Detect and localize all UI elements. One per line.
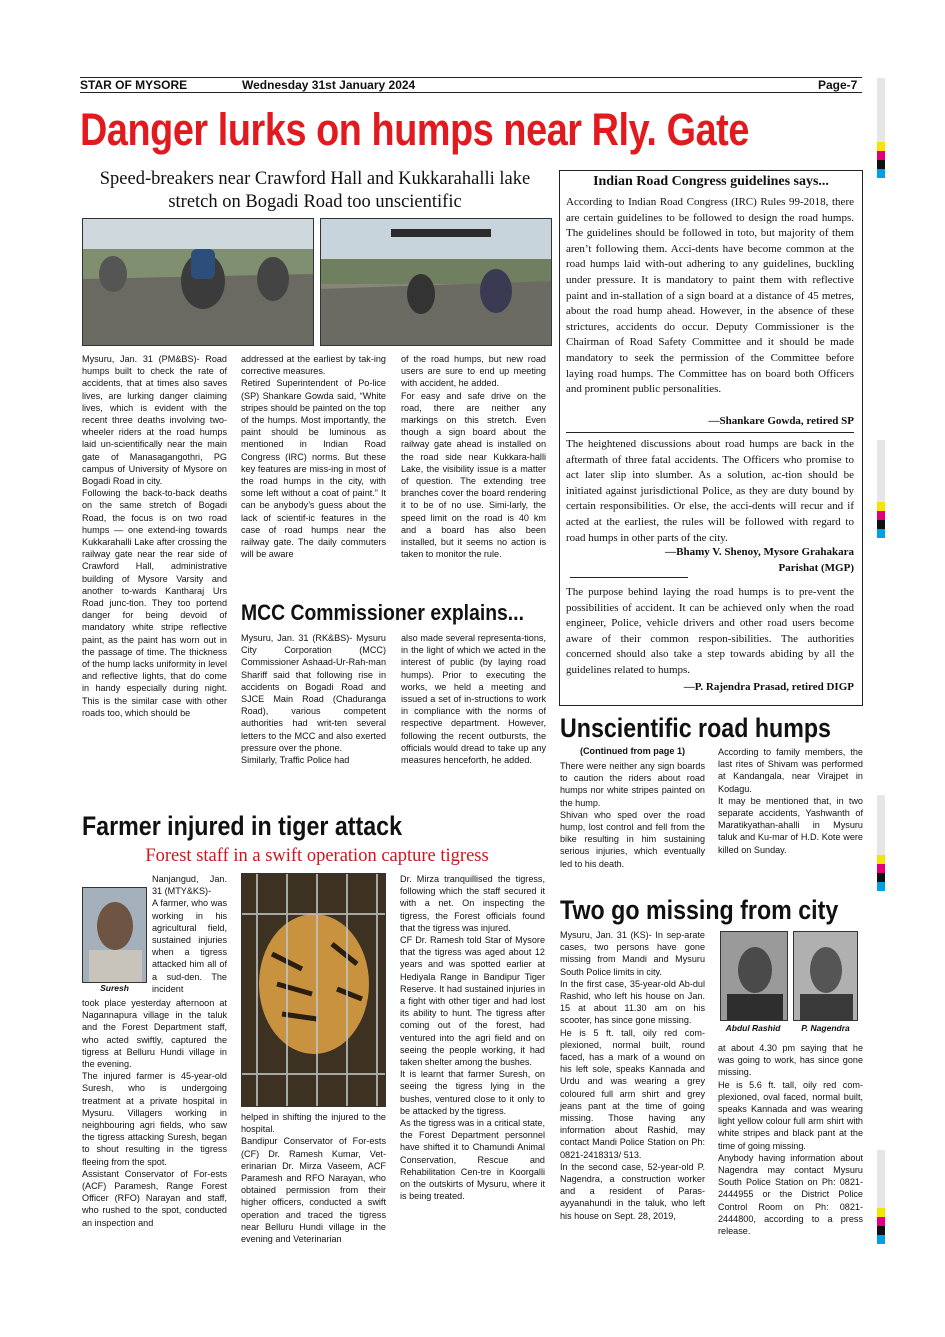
unscientific-col-1: There were neither any sign boards to caution the riders about road humps nor white stripes painted on the hump. Shivan who sped over the road hump, lost control and fell from the bike resulting in him sustaining serious injuries, which eventually led to his death. [560, 761, 705, 869]
tiger-col-1: took place yesterday afternoon at Nagannapura village in the taluk and the Forest Department staff, who acted swiftly, captured the tigress at Belluru Hundi village in the evening. The injured farmer is 45-year-old Suresh, who is undergoing treatment at a private hospital in Mysuru. Villagers working in neighbouring agri fields, who saw the tigress attacking Suresh, began to shout resulting in the tigress fleeing from the spot. Assistant Conservator of For-ests (ACF) Paramesh, Range Forest Officer (RFO) Narayan and staff, who rushed to the spot, conducted an inspection and [82, 998, 227, 1228]
irc-para-1: According to Indian Road Congress (IRC) Rules 99-2018, there are certain guidelines to be followed to design the road humps. The guidelines should be followed in toto, but majority of them aren’t following them. Acci-dents have become common at the road humps laid with-out adhering to any guidelines, buckling under pressure. It is mandatory to paint them with reflective paint and in-stallation of a sign board at a distance of 45 metres, about the road hump ahead. However, in the absence of these strictures, accidents do occur. Deputy Commissioner is the Chairman of Road Safety Committee and it should be made mandatory to seek the permission of the Committee before laying road humps. The Committee has on board both Officers and prominent public personalities. [566, 196, 854, 396]
p-nagendra-caption: P. Nagendra [801, 1023, 850, 1033]
lead-headline: Danger lurks on humps near Rly. Gate [80, 104, 749, 155]
issue-date: Wednesday 31st January 2024 [242, 78, 416, 92]
tiger-col-1-wrap: Nanjangud, Jan. 31 (MTY&KS)- A farmer, who was working in his agricultural field, sustained injuries when a tigress attacked him all of a sud-den. The incident [152, 874, 227, 994]
irc-para-3: The purpose behind laying the road humps is to pre-vent the possibilities of accident. It can be achieved only when the road engineer, Police, vehicle drivers and other road users become aware of their common respon-sibilities. The authorities concerned should also take a step towards abiding by all the guidelines related to humps. [566, 586, 854, 676]
suresh-photo [82, 887, 147, 983]
lead-photo-left [82, 218, 314, 346]
masthead-rule-bottom [80, 92, 862, 93]
irc-sign-1: —Shankare Gowda, retired SP [708, 415, 854, 427]
tiger-col-2: helped in shifting the injured to the hospital. Bandipur Conservator of For-ests (CF) Dr. Ramesh Kumar, Vet-erinarian Dr. Mirza Vaseem, ACF Paramesh and RFO Narayan, who obtained permission from their higher officers, conducted a swift operation and traced the tigress near Belluru Hundi village in the evening and Veterinarian [241, 1112, 386, 1245]
cmyk-strip-4 [877, 1208, 885, 1244]
suresh-caption: Suresh [100, 983, 129, 993]
mcc-col-2: also made several representa-tions, in the light of which we acted in the interest of public (by laying road humps). Prior to executing the works, we held a meeting and issued a set of in-structions to work in compliance with the norms of respective department. However, following the recent outbursts, the officials would dread to take up any measures henceforth, he added. [401, 633, 546, 766]
lead-col-1: Mysuru, Jan. 31 (PM&BS)- Road humps built to check the rate of accidents, that at times also saves lives, are lurking danger claiming lives, which is evident with the recent three deaths involving two-wheeler riders at the road humps laid un-scientifically near the main gate of Manasagangothri, PG campus of University of Mysore on Bogadi Road in city. Following the back-to-back deaths on the same stretch of Bogadi Road, the focus is on two road humps — one extend-ing towards Kukkarahalli Lake after crossing the railway gate near the rear side of Crawford Hall, administrative building of Mysore Varsity and another to-wards Kantharaj Urs Road junc-tion. They too portend danger for being devoid of mandatory white stripe reflective paint, as the paint has worn out in the passage of time. The thickness of the hump lacks uniformity in level and reflective lights, that do come in handy especially during night. This is the similar case with other roads too, which should be [82, 354, 227, 718]
continued-note: (Continued from page 1) [579, 746, 686, 756]
tiger-headline: Farmer injured in tiger attack [82, 811, 403, 841]
lead-subhead: Speed-breakers near Crawford Hall and Kukkarahalli lake stretch on Bogadi Road too unscientific [99, 169, 531, 212]
tiger-photo [241, 873, 386, 1107]
margin-grey-bar-2 [877, 440, 885, 502]
lead-col-2: addressed at the earliest by tak-ing corrective measures. Retired Superintendent of Po-lice (SP) Shankare Gowda said, “White stripes should be painted on the top of the humps. Most importantly, the paint should be luminous as mentioned in Indian Road Congress (IRC) norms. But these key features are miss-ing in most of the road humps in the city, with some left without a coat of paint.” It can be anybody’s guess about the lack of scientif-ic features in the case of road humps near the railway gate. The daily commuters will be aware [241, 354, 386, 560]
lead-col-3: of the road humps, but new road users are sure to end up meeting with accident, he added. For easy and safe drive on the road, there are neither any markings on this stretch. Even though a sign board about the railway gate ahead is installed on the road side near Kukkara-halli Lake, the visibility issue is a matter of question. The extending tree branches cover the board rendering it to be of no use. Simi-larly, the speed limit on the road is 40 km and a board has also been installed, but it seems no action is taken to monitor the rule. [401, 354, 546, 560]
missing-headline: Two go missing from city [560, 895, 839, 925]
irc-para-2: The heightened discussions about road humps are back in the aftermath of three fatal accidents. The Officers who promise to act later slip into slumber. As a solution, ac-tion should be initiated against jurisdictional Police, as they are duty bound by certain responsibilities. Or else, the acci-dents will recur and if acted at the earliest, the rules will be followed with regard to road humps in other parts of the city. [566, 438, 854, 544]
margin-grey-bar-4 [877, 1150, 885, 1208]
cmyk-strip-3 [877, 855, 885, 891]
page-number: Page-7 [818, 78, 858, 92]
unscientific-col-2: According to family members, the last rites of Shivam was performed at Kandangala, near Virajpet in Kodagu. It may be mentioned that, in two separate accidents, Yashwanth of Maratikyathan-ahalli in Mysuru taluk and Ku-mar of H.D. Kote were killed on Sunday. [718, 747, 863, 855]
lead-photo-right [320, 218, 552, 346]
p-nagendra-photo [793, 931, 858, 1021]
cmyk-strip-1 [877, 142, 885, 178]
irc-sign-2: —Bhamy V. Shenoy, Mysore Grahakara Parishat (MGP) [665, 546, 854, 574]
masthead-rule-top [80, 77, 862, 78]
irc-heading: Indian Road Congress guidelines says... [593, 174, 829, 189]
margin-grey-bar-1 [877, 78, 885, 142]
mcc-headline: MCC Commissioner explains... [241, 600, 524, 625]
abdul-rashid-caption: Abdul Rashid [725, 1023, 781, 1033]
margin-grey-bar-3 [877, 795, 885, 855]
irc-divider-1 [566, 432, 854, 433]
missing-col-2: at about 4.30 pm saying that he was going to work, has since gone missing. He is 5.6 ft. tall, oily red com-plexioned, oval faced, normal built, speaks Kannada and was wearing light yellow colour full arm shirt with white stripes and black pant at the time of going missing. Anybody having information about Nagendra may contact Mysuru South Police Station on Ph: 0821-2444955 or the District Police Control Room on Ph: 0821-2444800, according to a press release. [718, 1043, 863, 1237]
mcc-col-1: Mysuru, Jan. 31 (RK&BS)- Mysuru City Corporation (MCC) Commissioner Ashaad-Ur-Rah-man Shariff said that following rise in accidents on Bogadi Road and SJCE Main Road (Chadurangа Road), various competent authorities had writ-ten several letters to the MCC and also exerted pressure over the phone. Similarly, Traffic Police had [241, 633, 386, 766]
missing-col-1: Mysuru, Jan. 31 (KS)- In sep-arate cases, two persons have gone missing from Mandi and Mysuru South Police limits in city. In the first case, 35-year-old Ab-dul Rashid, who left his house on Jan. 15 at about 11.30 am on his scooter, has since gone missing. He is 5 ft. tall, oily red com-plexioned, normal built, round faced, has a mark of a wound on his left sole, speaks Kannada and Urdu and was wearing a grey coloured full arm shirt and grey jeans pant at the time of going missing. Those having any information about Rashid, may contact Mandi Police Station on Ph: 0821-2418313/ 513. In the second case, 52-year-old P. Nagendra, a construction worker and a resident of Paras-ayyanahundi in the taluk, who left his house on Sept. 28, 2019, [560, 930, 705, 1221]
unscientific-headline: Unscientific road humps [560, 713, 831, 743]
paper-name: STAR OF MYSORE [80, 78, 188, 92]
irc-divider-2 [570, 577, 688, 578]
cmyk-strip-2 [877, 502, 885, 538]
tiger-subhead: Forest staff in a swift operation capture tigress [145, 846, 489, 866]
irc-sign-3: —P. Rajendra Prasad, retired DIGP [683, 681, 854, 693]
abdul-rashid-photo [720, 931, 788, 1021]
tiger-col-3: Dr. Mirza tranquillised the tigress, following which the staff secured it with a net. On inspecting the tigress, the Forest officials found that the tigress was injured. CF Dr. Ramesh told Star of Mysore that the tigress was aged about 12 years and was spotted earlier at Hediyala Range in Bandipur Tiger Reserve. It had sustained injuries in a fight with other tiger and had lost its ability to hunt. The tigress after coming out of the forest, had ventured into the agri field and on seeing the people working, it had taken shelter among the bushes. It is learnt that farmer Suresh, on seeing the tigress lying in the bushes, ventured close to it only to be attacked by the tigress. As the tigress was in a critical state, the Forest Department personnel have shifted it to Chamundi Animal Conservation, Rescue and Rehabilitation Cen-tre in Koorgalli on the outskirts of Mysuru, where it is being treated. [400, 874, 545, 1202]
